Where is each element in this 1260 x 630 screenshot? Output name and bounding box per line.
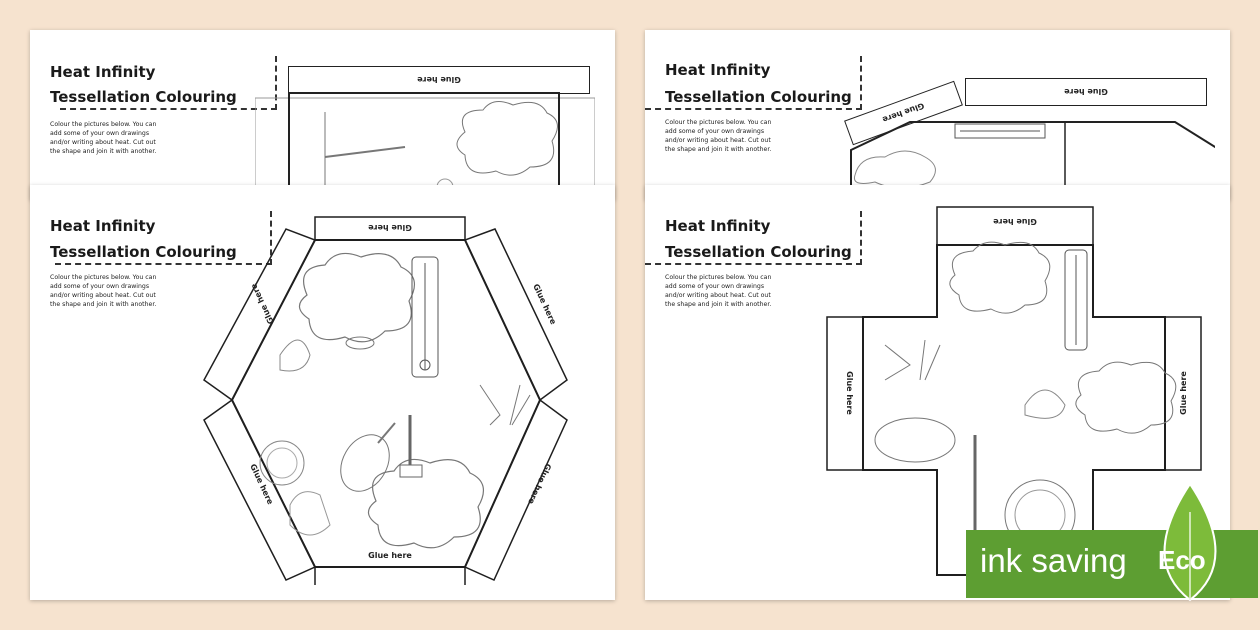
- glue-label: Glue here: [417, 75, 461, 85]
- worksheet-instructions: Colour the pictures below. You can add some of your own drawings and/or writing about heat. Cut out the shape and join it with another.: [50, 274, 157, 308]
- worksheet-title-line2: Tessellation Colouring: [50, 88, 237, 106]
- worksheet-instructions: Colour the pictures below. You can add some of your own drawings and/or writing about heat. Cut out the shape and join it with another.: [665, 119, 772, 153]
- glue-label: Glue here: [1064, 87, 1108, 97]
- glue-label: Glue here: [248, 462, 276, 506]
- worksheet-back-right: [645, 30, 1230, 200]
- glue-label: Glue here: [531, 282, 559, 326]
- worksheet-title-line1: Heat Infinity: [50, 217, 156, 235]
- glue-tab-top: [937, 212, 1093, 232]
- worksheet-title-line2: Tessellation Colouring: [50, 243, 237, 261]
- worksheet-back-left: [30, 30, 615, 200]
- glue-tab: [288, 66, 590, 94]
- glue-label: Glue here: [368, 550, 412, 560]
- glue-label: Glue here: [881, 101, 926, 125]
- worksheet-title-line1: Heat Infinity: [665, 217, 771, 235]
- worksheet-instructions: Colour the pictures below. You can add some of your own drawings and/or writing about heat. Cut out the shape and join it with another.: [665, 274, 772, 308]
- glue-tab-left: [840, 343, 860, 443]
- worksheet-title-line1: Heat Infinity: [665, 61, 771, 79]
- glue-tab-top: [315, 218, 465, 238]
- glue-tab: [965, 78, 1207, 106]
- glue-tab-bottom: [315, 543, 465, 567]
- glue-label: Glue here: [845, 371, 855, 415]
- panel-illustration: [255, 92, 595, 200]
- worksheet-instructions: Colour the pictures below. You can add some of your own drawings and/or writing about heat. Cut out the shape and join it with another.: [50, 121, 157, 155]
- worksheet-title-line2: Tessellation Colouring: [665, 88, 852, 106]
- worksheet-hexagon: [30, 185, 615, 600]
- glue-label: Glue here: [993, 217, 1037, 227]
- ink-saving-text: ink saving: [980, 542, 1127, 579]
- glue-label: Glue here: [1178, 371, 1188, 415]
- glue-tab-right: [1173, 343, 1193, 443]
- eco-label: Eco: [1158, 545, 1206, 575]
- glue-label: Glue here: [248, 282, 276, 326]
- glue-label: Glue here: [368, 223, 412, 233]
- glue-label: Glue here: [526, 462, 554, 506]
- worksheet-title-line2: Tessellation Colouring: [665, 243, 852, 261]
- hexagon-shape: [200, 215, 610, 585]
- worksheet-title-line1: Heat Infinity: [50, 63, 156, 81]
